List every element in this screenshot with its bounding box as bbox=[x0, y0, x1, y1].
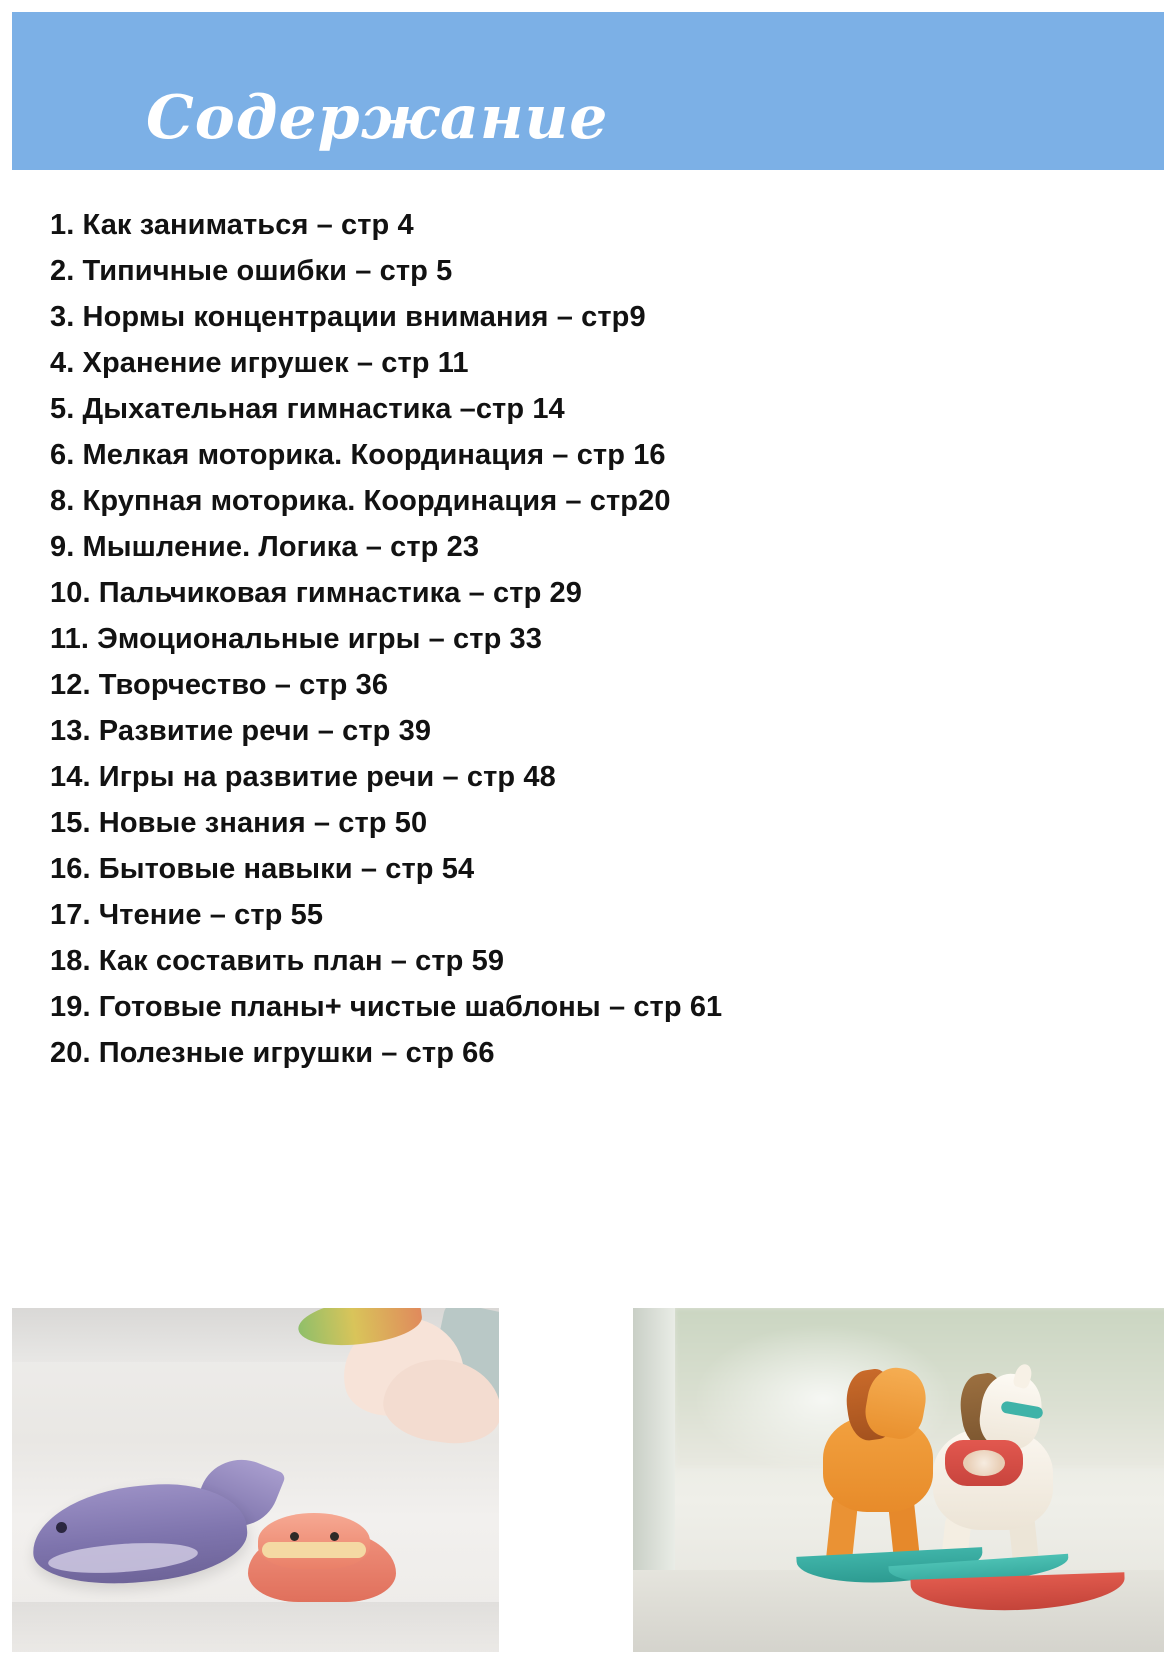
toc-entry[interactable]: 14. Игры на развитие речи – стр 48 bbox=[50, 761, 556, 793]
page-title: Содержание bbox=[146, 83, 609, 153]
photo-shadow bbox=[12, 1602, 499, 1658]
toc-entry[interactable]: 18. Как составить план – стр 59 bbox=[50, 945, 505, 977]
toc-entry[interactable]: 1. Как заниматься – стр 4 bbox=[50, 209, 414, 241]
toc-entry[interactable]: 19. Готовые планы+ чистые шаблоны – стр 61 bbox=[50, 991, 723, 1023]
rocking-horses-photo bbox=[633, 1308, 1170, 1658]
saddle-decoration bbox=[963, 1450, 1005, 1476]
octopus-head bbox=[258, 1513, 370, 1569]
toc-entry[interactable]: 3. Нормы концентрации внимания – стр9 bbox=[50, 301, 646, 333]
whale-eye bbox=[56, 1522, 67, 1533]
toc-entry[interactable]: 11. Эмоциональные игры – стр 33 bbox=[50, 623, 543, 655]
wooden-toys-photo bbox=[12, 1308, 499, 1658]
toc-entry[interactable]: 2. Типичные ошибки – стр 5 bbox=[50, 255, 453, 287]
toc-entry[interactable]: 6. Мелкая моторика. Координация – стр 16 bbox=[50, 439, 666, 471]
toc-entry[interactable]: 17. Чтение – стр 55 bbox=[50, 899, 324, 931]
table-of-contents bbox=[50, 211, 1120, 1085]
toc-entry[interactable]: 4. Хранение игрушек – стр 11 bbox=[50, 347, 469, 379]
toc-entry[interactable]: 8. Крупная моторика. Координация – стр20 bbox=[50, 485, 671, 517]
toc-entry[interactable]: 20. Полезные игрушки – стр 66 bbox=[50, 1037, 495, 1069]
octopus-band bbox=[262, 1542, 366, 1558]
toc-entry[interactable]: 16. Бытовые навыки – стр 54 bbox=[50, 853, 475, 885]
toc-entry[interactable]: 12. Творчество – стр 36 bbox=[50, 669, 389, 701]
octopus-eye bbox=[330, 1532, 339, 1541]
toc-entry[interactable]: 9. Мышление. Логика – стр 23 bbox=[50, 531, 480, 563]
toc-entry[interactable]: 5. Дыхательная гимнастика –стр 14 bbox=[50, 393, 565, 425]
octopus-eye bbox=[290, 1532, 299, 1541]
toc-entry[interactable]: 13. Развитие речи – стр 39 bbox=[50, 715, 432, 747]
toc-entry[interactable]: 10. Пальчиковая гимнастика – стр 29 bbox=[50, 577, 583, 609]
toc-entry[interactable]: 15. Новые знания – стр 50 bbox=[50, 807, 428, 839]
